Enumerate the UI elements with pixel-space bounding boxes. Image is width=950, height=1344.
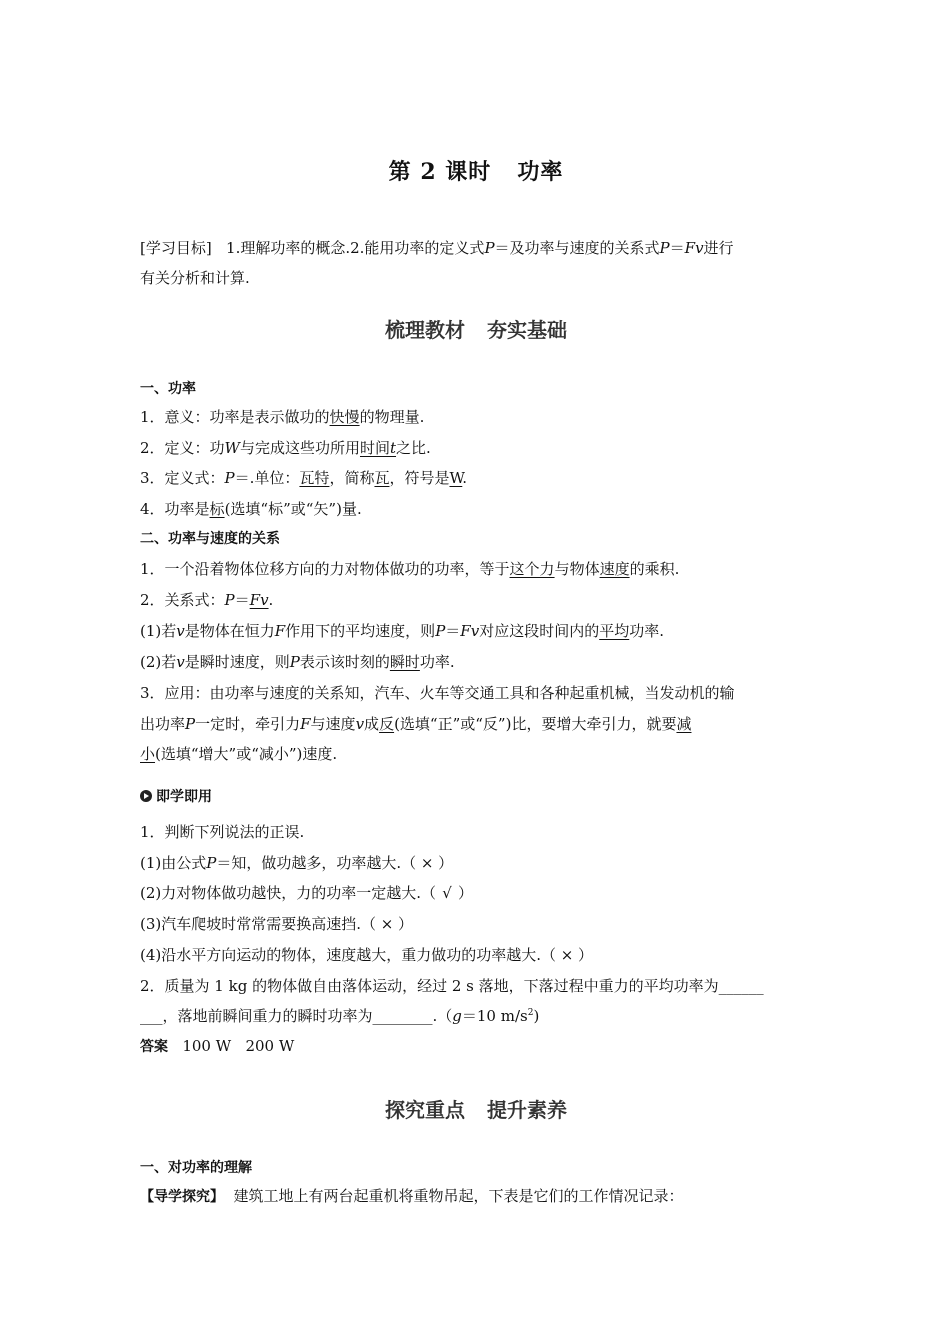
blank-answer: 快慢: [329, 408, 360, 426]
blank-answer: W: [449, 469, 463, 487]
item-scalar: 4．功率是标(选填“标”或“矢”)量.: [140, 500, 362, 518]
blank-answer: 瓦特: [299, 469, 330, 487]
judge-mark: √: [442, 884, 452, 902]
judge-mark: ×: [560, 946, 574, 964]
blank-answer: 瞬时: [389, 653, 420, 671]
blank-answer: 小: [140, 745, 156, 763]
item-average: (1)若v是物体在恒力F作用下的平均速度，则P＝Fv对应这段时间内的平均功率.: [140, 622, 664, 640]
subheading-power-speed: 二、功率与速度的关系: [140, 531, 280, 547]
learning-goals-line-2: 有关分析和计算.: [140, 269, 250, 287]
question-1d: (4)沿水平方向运动的物体，速度越大，重力做功的功率越大.（ × ）: [140, 946, 594, 964]
item-instant: (2)若v是瞬时速度，则P表示该时刻的瞬时功率.: [140, 653, 455, 671]
blank-answer: 时间t: [359, 439, 397, 457]
item-application-line-1: 3．应用：由功率与速度的关系知，汽车、火车等交通工具和各种起重机械，当发动机的输: [140, 684, 735, 702]
question-1b: (2)力对物体做功越快，力的功率一定越大.（ √ ）: [140, 884, 474, 902]
item-application-line-2: 出功率P一定时，牵引力F与速度v成反(选填“正”或“反”)比，要增大牵引力，就要减: [140, 715, 692, 733]
learning-goals-line-1: [学习目标] 1.理解功率的概念.2.能用功率的定义式P＝及功率与速度的关系式P＝Fv进行: [140, 239, 734, 257]
guided-inquiry: 【导学探究】 建筑工地上有两台起重机将重物吊起，下表是它们的工作情况记录：: [140, 1187, 684, 1205]
item-definition: 2．定义：功W与完成这些功所用时间t之比.: [140, 439, 431, 457]
question-1a: (1)由公式P＝知，做功越多，功率越大.（ × ）: [140, 854, 454, 872]
item-product: 1．一个沿着物体位移方向的力对物体做功的功率，等于这个力与物体速度的乘积.: [140, 560, 680, 578]
item-formula: 3．定义式：P＝.单位：瓦特，简称瓦，符号是W.: [140, 469, 468, 487]
title-topic: 功率: [517, 159, 564, 185]
blank-answer: 速度: [599, 560, 630, 578]
section-heading-2: 探究重点 提升素养: [385, 1098, 567, 1122]
blank-answer: 平均: [599, 622, 630, 640]
subheading-understanding-power: 一、对功率的理解: [140, 1160, 252, 1176]
title-lesson: 第 2 课时: [388, 159, 492, 185]
blank-answer: 反: [379, 715, 395, 733]
question-2-line-1: 2．质量为 1 kg 的物体做自由落体运动，经过 2 s 落地，下落过程中重力的平均功率为______: [140, 977, 764, 995]
learning-goals: [140, 233, 812, 293]
learning-goals-tag: [学习目标]: [140, 239, 212, 257]
item-meaning: 1．意义：功率是表示做功的快慢的物理量.: [140, 408, 425, 426]
blank-answer: 这个力: [509, 560, 555, 578]
subheading-power: 一、功率: [140, 381, 196, 397]
section-heading-1: 梳理教材 夯实基础: [385, 318, 567, 342]
practice-heading: 即学即用: [140, 786, 812, 806]
answer-label: 答案: [140, 1039, 168, 1055]
judge-mark: ×: [380, 915, 394, 933]
play-circle-icon: [140, 790, 152, 802]
guided-inquiry-tag: 【导学探究】: [140, 1189, 224, 1205]
blank-answer: 瓦: [374, 469, 390, 487]
blank-answer: 标: [209, 500, 225, 518]
blank-answer: 减: [676, 715, 692, 733]
item-application-line-3: 小(选填“增大”或“减小”)速度.: [140, 745, 338, 763]
blank-answer: Fv: [249, 591, 269, 609]
judge-mark: ×: [420, 854, 434, 872]
question-1c: (3)汽车爬坡时常常需要换高速挡.（ × ）: [140, 915, 414, 933]
answer-line: 答案 100 W 200 W: [140, 1037, 295, 1055]
page-title: [140, 155, 812, 186]
question-2-line-2: ___，落地前瞬间重力的瞬时功率为________.（g＝10 $m/s^2$): [140, 1007, 540, 1025]
question-1-stem: 1．判断下列说法的正误.: [140, 823, 305, 841]
item-relation: 2．关系式：P＝Fv.: [140, 591, 274, 609]
